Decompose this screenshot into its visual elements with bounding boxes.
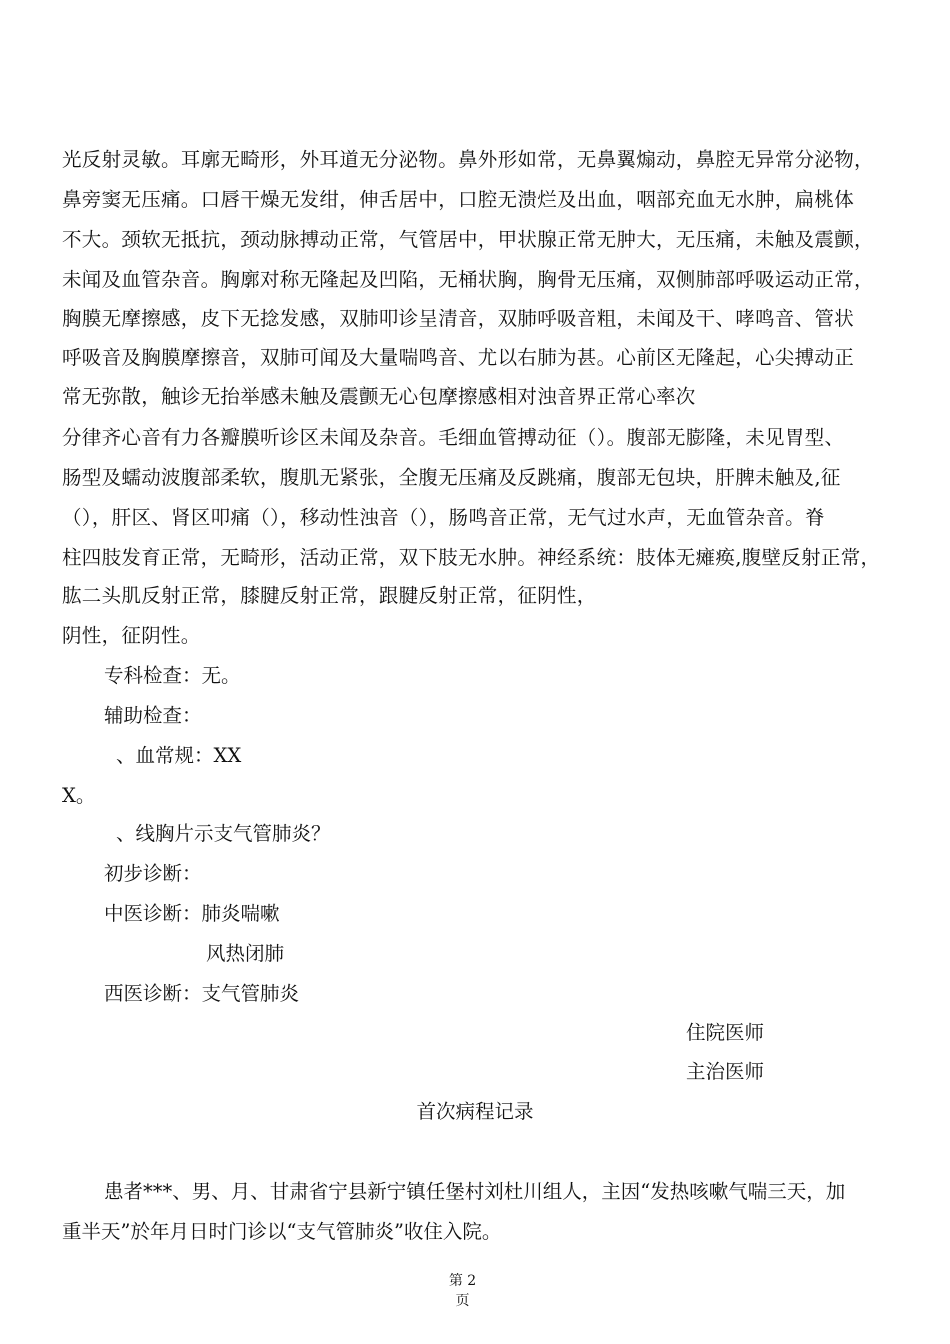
page-suffix: 页 (455, 1293, 470, 1309)
exam-line: 分律齐心音有力各瓣膜听诊区未闻及杂音。毛细血管搏动征（）。腹部无膨隆，未见胃型、 (62, 426, 845, 449)
tcm-syndrome: 风热闭肺 (206, 942, 285, 965)
exam-line: 光反射灵敏。耳廓无畸形，外耳道无分泌物。鼻外形如常，无鼻翼煽动，鼻腔无异常分泌物， (62, 148, 874, 171)
exam-line: 胸膜无摩擦感，皮下无捻发感，双肺叩诊呈清音，双肺呼吸音粗，未闻及干、哮鸣音、管状 (62, 307, 855, 330)
attending-physician-label: 主治医师 (686, 1060, 765, 1083)
resident-physician-label: 住院医师 (686, 1021, 765, 1044)
exam-line: （），肝区、肾区叩痛（），移动性浊音（），肠鸣音正常，无气过水声，无血管杂音。脊 (62, 506, 825, 529)
western-diagnosis: 西医诊断：支气管肺炎 (104, 982, 300, 1005)
course-line: 重半天”於年月日时门诊以“支气管肺炎”收住入院。 (62, 1220, 502, 1243)
tcm-diagnosis: 中医诊断：肺炎喘嗽 (104, 902, 280, 925)
course-line: 患者***、男、月、甘肃省宁县新宁镇任堡村刘杜川组人，主因“发热咳嗽气喘三天，加 (104, 1180, 846, 1203)
exam-line: 呼吸音及胸膜摩擦音，双肺可闻及大量喘鸣音、尤以右肺为甚。心前区无隆起，心尖搏动正 (62, 346, 855, 369)
exam-line: 不大。颈软无抵抗，颈动脉搏动正常，气管居中，甲状腺正常无肿大，无压痛，未触及震颤， (62, 228, 874, 251)
exam-line: 阴性，征阴性。 (62, 624, 201, 647)
blood-routine-cont: X。 (62, 784, 96, 807)
exam-line: 柱四肢发育正常，无畸形，活动正常，双下肢无水肿。神经系统：肢体无瘫痪,腹壁反射正常， (62, 546, 881, 569)
aux-exam-heading: 辅助检查： (104, 704, 202, 727)
exam-line: 肠型及蠕动波腹部柔软，腹肌无紧张，全腹无压痛及反跳痛，腹部无包块，肝脾未触及,征 (62, 466, 841, 489)
special-exam: 专科检查：无。 (104, 664, 241, 687)
page-number: 第 2 (448, 1273, 477, 1289)
blood-routine: 、血常规：XX (116, 744, 242, 767)
exam-line: 未闻及血管杂音。胸廓对称无隆起及凹陷，无桶状胸，胸骨无压痛，双侧肺部呼吸运动正常， (62, 268, 874, 291)
exam-line: 肱二头肌反射正常，膝腱反射正常，跟腱反射正常，征阴性， (62, 584, 597, 607)
diagnosis-heading: 初步诊断： (104, 862, 202, 885)
course-record-title: 首次病程记录 (416, 1100, 534, 1123)
chest-xray: 、线胸片示支气管肺炎？ (116, 822, 331, 845)
exam-line: 鼻旁窦无压痛。口唇干燥无发绀，伸舌居中，口腔无溃烂及出血，咽部充血无水肿，扁桃体 (62, 188, 855, 211)
exam-line: 常无弥散，触诊无抬举感未触及震颤无心包摩擦感相对浊音界正常心率次 (62, 385, 696, 408)
